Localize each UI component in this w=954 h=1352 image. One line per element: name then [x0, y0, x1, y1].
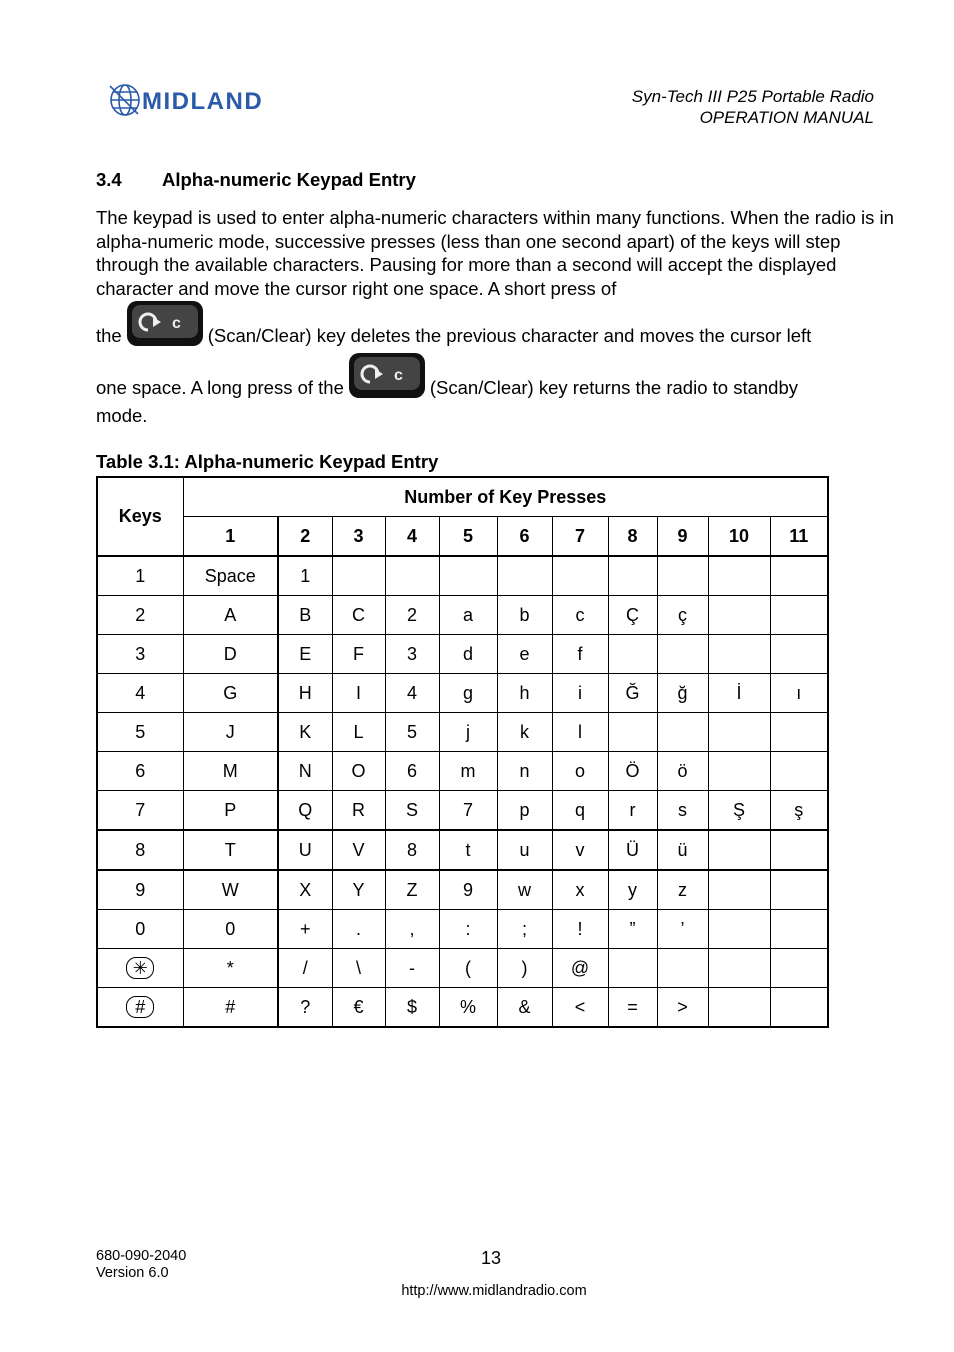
char-cell: B — [278, 596, 332, 635]
table-row — [97, 910, 828, 949]
header-product: Syn-Tech III P25 Portable Radio — [631, 87, 874, 106]
char-cell: 8 — [385, 830, 439, 870]
char-cell — [608, 949, 657, 988]
char-cell: e — [497, 635, 552, 674]
key-label: 6 — [135, 760, 146, 781]
press-number-header: 9 — [657, 517, 708, 557]
key-label: ✳ — [126, 957, 154, 979]
press-number-header: 10 — [708, 517, 770, 557]
char-cell: ı — [770, 674, 828, 713]
text-fragment: one space. A long press of the — [96, 377, 344, 398]
char-cell — [708, 830, 770, 870]
char-cell: x — [552, 870, 608, 910]
char-cell — [770, 556, 828, 596]
press-number-header: 6 — [497, 517, 552, 557]
key-cell — [97, 752, 183, 791]
char-cell: 6 — [385, 752, 439, 791]
keypad-table — [96, 476, 829, 1028]
char-cell: b — [497, 596, 552, 635]
table-row — [97, 870, 828, 910]
char-cell: ( — [439, 949, 497, 988]
char-cell: P — [183, 791, 278, 831]
char-cell: j — [439, 713, 497, 752]
key-cell — [97, 713, 183, 752]
char-cell: 5 — [385, 713, 439, 752]
document-header — [632, 86, 874, 128]
char-cell: Z — [385, 870, 439, 910]
char-cell: : — [439, 910, 497, 949]
doc-number: 680-090-2040 — [96, 1248, 187, 1264]
keypad-table-body — [97, 556, 828, 1027]
table-row — [97, 674, 828, 713]
midland-logo — [108, 78, 303, 122]
char-cell: n — [497, 752, 552, 791]
press-number-header: 2 — [278, 517, 332, 557]
footer-doc-info — [96, 1248, 186, 1282]
char-cell: 1 — [278, 556, 332, 596]
char-cell: U — [278, 830, 332, 870]
char-cell: = — [608, 988, 657, 1028]
char-cell: * — [183, 949, 278, 988]
char-cell — [770, 713, 828, 752]
char-cell — [770, 910, 828, 949]
globe-icon — [110, 85, 139, 115]
char-cell — [608, 556, 657, 596]
char-cell: G — [183, 674, 278, 713]
char-cell: % — [439, 988, 497, 1028]
char-cell — [708, 949, 770, 988]
table-row — [97, 949, 828, 988]
char-cell — [439, 556, 497, 596]
char-cell: ; — [497, 910, 552, 949]
key-label: 1 — [135, 565, 146, 586]
header-manual: OPERATION MANUAL — [699, 108, 874, 127]
char-cell: R — [332, 791, 385, 831]
char-cell: I — [332, 674, 385, 713]
char-cell: + — [278, 910, 332, 949]
keys-header: Keys — [97, 477, 183, 556]
char-cell: V — [332, 830, 385, 870]
key-label: 0 — [135, 918, 146, 939]
table-row — [97, 752, 828, 791]
char-cell: $ — [385, 988, 439, 1028]
char-cell: X — [278, 870, 332, 910]
char-cell — [708, 713, 770, 752]
key-cell — [97, 988, 183, 1028]
char-cell: H — [278, 674, 332, 713]
char-cell: O — [332, 752, 385, 791]
char-cell — [657, 949, 708, 988]
char-cell — [770, 988, 828, 1028]
char-cell: Space — [183, 556, 278, 596]
char-cell: & — [497, 988, 552, 1028]
press-number-header: 8 — [608, 517, 657, 557]
key-label: 7 — [135, 799, 146, 820]
svg-text:c: c — [393, 367, 403, 384]
key-cell — [97, 830, 183, 870]
char-cell: a — [439, 596, 497, 635]
char-cell: > — [657, 988, 708, 1028]
char-cell — [770, 949, 828, 988]
press-number-header: 1 — [183, 517, 278, 557]
char-cell: 2 — [385, 596, 439, 635]
char-cell: t — [439, 830, 497, 870]
press-number-header: 11 — [770, 517, 828, 557]
key-cell — [97, 674, 183, 713]
char-cell: ç — [657, 596, 708, 635]
char-cell: z — [657, 870, 708, 910]
paragraph-end: mode. — [96, 405, 148, 426]
key-label: 3 — [135, 643, 146, 664]
char-cell: c — [552, 596, 608, 635]
scan-clear-key-icon — [126, 300, 204, 347]
key-label: 8 — [135, 839, 146, 860]
presses-header: Number of Key Presses — [183, 477, 828, 517]
table-row — [97, 556, 828, 596]
char-cell: İ — [708, 674, 770, 713]
char-cell: 7 — [439, 791, 497, 831]
key-cell — [97, 910, 183, 949]
text-fragment: the — [96, 325, 122, 346]
char-cell — [608, 713, 657, 752]
char-cell: ü — [657, 830, 708, 870]
key-cell — [97, 949, 183, 988]
char-cell: k — [497, 713, 552, 752]
char-cell: q — [552, 791, 608, 831]
char-cell — [708, 752, 770, 791]
text-fragment: (Scan/Clear) key deletes the previous character and moves the cursor left — [207, 325, 812, 346]
char-cell: 4 — [385, 674, 439, 713]
char-cell: o — [552, 752, 608, 791]
char-cell: y — [608, 870, 657, 910]
char-cell: ğ — [657, 674, 708, 713]
char-cell — [708, 910, 770, 949]
char-cell — [770, 830, 828, 870]
char-cell: l — [552, 713, 608, 752]
key-cell — [97, 556, 183, 596]
intro-paragraph: The keypad is used to enter alpha-numeric characters within many functions. When the radio is in alpha-numeric mode, successive presses (less than one second apart) of the keys will step through the available characters. Pausing for more than a second will accept the displayed character and move the cursor right one space. A short press of — [96, 207, 894, 299]
char-cell — [385, 556, 439, 596]
char-cell: Q — [278, 791, 332, 831]
logo-text: MIDLAND — [142, 88, 264, 115]
char-cell: m — [439, 752, 497, 791]
char-cell: ” — [608, 910, 657, 949]
char-cell: / — [278, 949, 332, 988]
char-cell: D — [183, 635, 278, 674]
char-cell — [657, 635, 708, 674]
scan-clear-line-1 — [96, 300, 811, 347]
char-cell: . — [332, 910, 385, 949]
key-label: 9 — [135, 879, 146, 900]
char-cell — [770, 635, 828, 674]
char-cell: Ğ — [608, 674, 657, 713]
char-cell: T — [183, 830, 278, 870]
char-cell: i — [552, 674, 608, 713]
char-cell: 9 — [439, 870, 497, 910]
table-row — [97, 988, 828, 1028]
char-cell: \ — [332, 949, 385, 988]
char-cell: @ — [552, 949, 608, 988]
char-cell: - — [385, 949, 439, 988]
table-row — [97, 635, 828, 674]
table-caption: Table 3.1: Alpha-numeric Keypad Entry — [96, 451, 439, 472]
char-cell — [332, 556, 385, 596]
section-title: Alpha-numeric Keypad Entry — [162, 169, 416, 190]
press-number-row — [97, 517, 828, 557]
char-cell: , — [385, 910, 439, 949]
char-cell — [708, 988, 770, 1028]
char-cell: Ü — [608, 830, 657, 870]
char-cell: 3 — [385, 635, 439, 674]
char-cell: 0 — [183, 910, 278, 949]
char-cell: v — [552, 830, 608, 870]
char-cell: J — [183, 713, 278, 752]
char-cell — [608, 635, 657, 674]
char-cell: < — [552, 988, 608, 1028]
char-cell — [497, 556, 552, 596]
char-cell: S — [385, 791, 439, 831]
table-row — [97, 830, 828, 870]
doc-version: Version 6.0 — [96, 1265, 169, 1281]
char-cell — [770, 752, 828, 791]
char-cell: p — [497, 791, 552, 831]
char-cell: ’ — [657, 910, 708, 949]
char-cell: d — [439, 635, 497, 674]
press-number-header: 3 — [332, 517, 385, 557]
char-cell: M — [183, 752, 278, 791]
char-cell — [708, 635, 770, 674]
char-cell — [708, 556, 770, 596]
char-cell: s — [657, 791, 708, 831]
char-cell — [657, 556, 708, 596]
press-number-header: 4 — [385, 517, 439, 557]
table-row — [97, 713, 828, 752]
char-cell: € — [332, 988, 385, 1028]
char-cell: f — [552, 635, 608, 674]
char-cell: u — [497, 830, 552, 870]
char-cell: Y — [332, 870, 385, 910]
char-cell — [657, 713, 708, 752]
scan-clear-line-2 — [96, 352, 798, 399]
char-cell — [770, 870, 828, 910]
press-number-header: 7 — [552, 517, 608, 557]
key-cell — [97, 791, 183, 831]
char-cell: Ş — [708, 791, 770, 831]
char-cell: ? — [278, 988, 332, 1028]
char-cell: K — [278, 713, 332, 752]
key-cell — [97, 596, 183, 635]
char-cell: # — [183, 988, 278, 1028]
char-cell: w — [497, 870, 552, 910]
char-cell: N — [278, 752, 332, 791]
key-label: 4 — [135, 682, 146, 703]
char-cell: Ç — [608, 596, 657, 635]
char-cell: r — [608, 791, 657, 831]
key-label: 5 — [135, 721, 146, 742]
key-cell — [97, 870, 183, 910]
text-fragment: (Scan/Clear) key returns the radio to standby — [429, 377, 798, 398]
section-heading — [96, 169, 416, 191]
table-row — [97, 791, 828, 831]
char-cell: ş — [770, 791, 828, 831]
char-cell: g — [439, 674, 497, 713]
char-cell: Ö — [608, 752, 657, 791]
char-cell: ) — [497, 949, 552, 988]
section-number: 3.4 — [96, 169, 122, 190]
char-cell: h — [497, 674, 552, 713]
char-cell: W — [183, 870, 278, 910]
char-cell — [708, 596, 770, 635]
svg-text:c: c — [171, 315, 181, 332]
key-cell — [97, 635, 183, 674]
press-number-header: 5 — [439, 517, 497, 557]
char-cell — [708, 870, 770, 910]
footer-url: http://www.midlandradio.com — [401, 1283, 587, 1299]
key-label: 2 — [135, 604, 146, 625]
char-cell: F — [332, 635, 385, 674]
char-cell: L — [332, 713, 385, 752]
page-number: 13 — [481, 1248, 502, 1268]
char-cell — [770, 596, 828, 635]
char-cell: ! — [552, 910, 608, 949]
key-label: # — [126, 996, 154, 1018]
char-cell: ö — [657, 752, 708, 791]
scan-clear-key-icon — [348, 352, 426, 399]
table-row — [97, 596, 828, 635]
char-cell: C — [332, 596, 385, 635]
char-cell: A — [183, 596, 278, 635]
char-cell: E — [278, 635, 332, 674]
char-cell — [552, 556, 608, 596]
